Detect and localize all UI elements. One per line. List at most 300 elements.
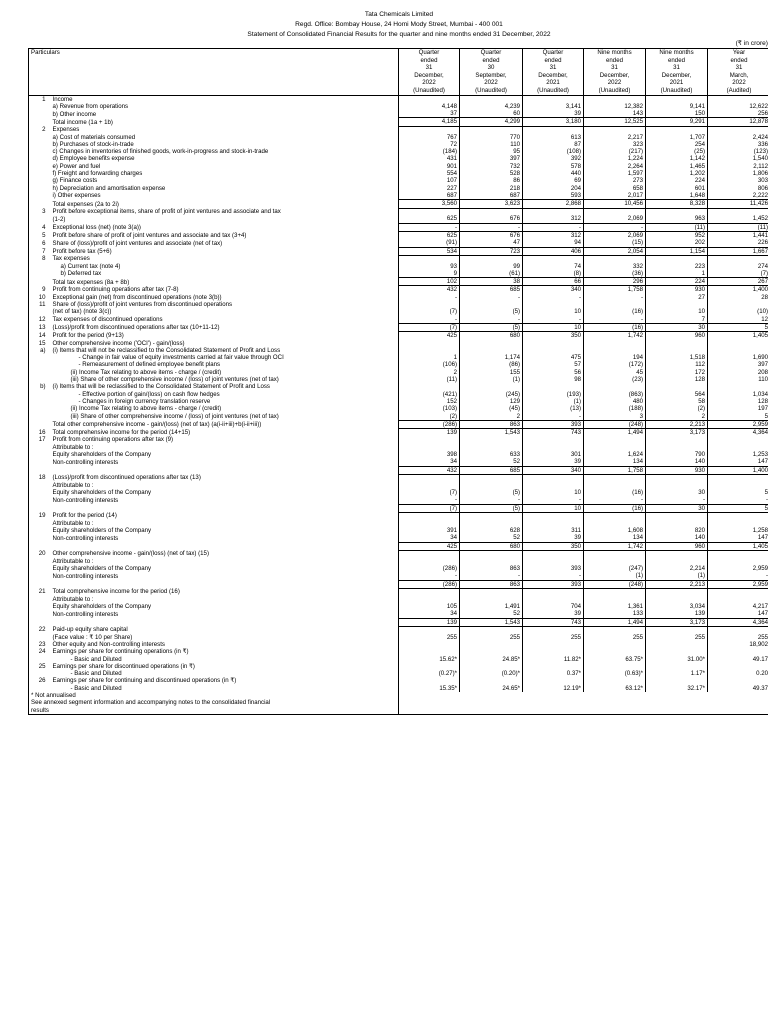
value-cell: 820 bbox=[646, 527, 708, 534]
row-number: 19 bbox=[29, 512, 49, 519]
table-row bbox=[29, 512, 768, 519]
value-cell: 391 bbox=[399, 527, 460, 534]
table-row bbox=[29, 383, 768, 390]
value-cell bbox=[584, 550, 646, 557]
table-row bbox=[29, 634, 768, 641]
value-cell: 687 bbox=[460, 192, 523, 200]
row-label: Other comprehensive income - gain/(loss) (net of tax) (15) bbox=[52, 550, 209, 558]
value-cell: - bbox=[708, 496, 768, 504]
row-label: Other comprehensive income ('OCI') - gain/(loss) bbox=[52, 339, 185, 347]
value-cell bbox=[460, 520, 523, 527]
value-cell bbox=[584, 596, 646, 603]
value-cell bbox=[646, 596, 708, 603]
table-row bbox=[29, 482, 768, 489]
value-cell: 963 bbox=[646, 215, 708, 223]
row-number bbox=[29, 148, 49, 155]
value-cell: 625 bbox=[399, 231, 460, 239]
value-cell: (7) bbox=[708, 270, 768, 278]
row-number bbox=[29, 110, 49, 118]
row-label bbox=[49, 504, 399, 512]
value-cell: 2,069 bbox=[584, 231, 646, 239]
table-row bbox=[29, 376, 768, 383]
row-number: 26 bbox=[29, 677, 49, 684]
value-cell: 1 bbox=[646, 270, 708, 278]
value-cell: 94 bbox=[523, 239, 584, 247]
value-cell bbox=[584, 512, 646, 519]
value-cell bbox=[708, 444, 768, 451]
value-cell bbox=[646, 512, 708, 519]
value-cell bbox=[646, 383, 708, 390]
value-cell bbox=[523, 588, 584, 595]
value-cell: 194 bbox=[584, 354, 646, 361]
row-number bbox=[29, 634, 49, 641]
row-label: Non-controlling interests bbox=[52, 572, 119, 580]
value-cell: 2,054 bbox=[584, 247, 646, 255]
table-row bbox=[29, 332, 768, 340]
value-cell bbox=[708, 126, 768, 133]
value-cell: 2,959 bbox=[708, 420, 768, 428]
row-number: a) bbox=[29, 347, 49, 354]
value-cell: 4,239 bbox=[460, 103, 523, 110]
value-cell: 2,222 bbox=[708, 192, 768, 200]
col-header: Nine months ended 31 December, 2021 (Unaudited) bbox=[646, 49, 708, 96]
row-number bbox=[29, 354, 49, 361]
value-cell bbox=[584, 641, 646, 648]
value-cell bbox=[646, 126, 708, 133]
value-cell bbox=[399, 208, 460, 215]
row-number bbox=[29, 405, 49, 412]
value-cell: 12 bbox=[708, 316, 768, 324]
row-number bbox=[29, 215, 49, 223]
value-cell: (7) bbox=[399, 308, 460, 315]
value-cell: 107 bbox=[399, 177, 460, 184]
value-cell bbox=[584, 126, 646, 133]
value-cell: 226 bbox=[708, 239, 768, 247]
value-cell: 1,441 bbox=[708, 231, 768, 239]
value-cell: 336 bbox=[708, 141, 768, 148]
value-cell bbox=[399, 677, 460, 684]
value-cell: (25) bbox=[646, 148, 708, 155]
footnote-notes-cont: results bbox=[31, 706, 49, 714]
row-number bbox=[29, 610, 49, 618]
row-label: Exceptional loss (net) (note 3(a)) bbox=[52, 224, 141, 232]
row-number bbox=[29, 163, 49, 170]
value-cell: 39 bbox=[523, 458, 584, 466]
table-row bbox=[29, 308, 768, 315]
value-cell bbox=[584, 383, 646, 390]
value-cell bbox=[523, 596, 584, 603]
table-row bbox=[29, 405, 768, 412]
row-label: Attributable to : bbox=[52, 557, 94, 565]
value-cell bbox=[399, 641, 460, 648]
value-cell: 39 bbox=[523, 610, 584, 618]
value-cell bbox=[523, 208, 584, 215]
table-row bbox=[29, 347, 768, 354]
row-number bbox=[29, 118, 49, 126]
value-cell: 680 bbox=[460, 542, 523, 550]
table-row bbox=[29, 354, 768, 361]
value-cell: 930 bbox=[646, 286, 708, 294]
value-cell bbox=[399, 550, 460, 557]
value-cell bbox=[523, 474, 584, 481]
value-cell: 155 bbox=[460, 369, 523, 376]
value-cell: 8,328 bbox=[646, 200, 708, 208]
value-cell: 267 bbox=[708, 278, 768, 286]
value-cell: (7) bbox=[399, 323, 460, 331]
value-cell bbox=[646, 340, 708, 347]
table-row bbox=[29, 286, 768, 294]
value-cell: 274 bbox=[708, 263, 768, 270]
value-cell: 133 bbox=[584, 610, 646, 618]
value-cell: 5 bbox=[708, 489, 768, 496]
row-label: Earnings per share for discontinued operations (in ₹) bbox=[52, 662, 195, 670]
value-cell: (5) bbox=[460, 308, 523, 315]
value-cell bbox=[646, 474, 708, 481]
value-cell bbox=[646, 550, 708, 557]
value-cell bbox=[399, 347, 460, 354]
value-cell bbox=[584, 482, 646, 489]
value-cell: 1,202 bbox=[646, 170, 708, 177]
value-cell: 2,959 bbox=[708, 580, 768, 588]
value-cell: (421) bbox=[399, 391, 460, 398]
value-cell: (0.63)* bbox=[584, 670, 646, 677]
value-cell: 432 bbox=[399, 286, 460, 294]
value-cell: 1,806 bbox=[708, 170, 768, 177]
value-cell: 676 bbox=[460, 215, 523, 223]
value-cell bbox=[399, 340, 460, 347]
row-label: Attributable to : bbox=[52, 519, 94, 527]
value-cell: 685 bbox=[460, 466, 523, 474]
value-cell: 296 bbox=[584, 278, 646, 286]
row-number bbox=[29, 170, 49, 177]
value-cell: 1,258 bbox=[708, 527, 768, 534]
value-cell bbox=[460, 126, 523, 133]
value-cell: 1,624 bbox=[584, 451, 646, 458]
value-cell: 534 bbox=[399, 247, 460, 255]
row-number: 1 bbox=[29, 96, 49, 103]
value-cell: 10 bbox=[523, 504, 584, 512]
value-cell: 480 bbox=[584, 398, 646, 405]
row-label: (i) Items that will be reclassified to the Consolidated Statement of Profit and Loss bbox=[52, 383, 270, 391]
table-row bbox=[29, 398, 768, 405]
row-number bbox=[29, 192, 49, 200]
value-cell bbox=[523, 255, 584, 262]
value-cell: (286) bbox=[399, 565, 460, 572]
row-label: Non-controlling interests bbox=[52, 610, 119, 618]
row-number bbox=[29, 542, 49, 550]
row-label: Earnings per share for continuing and discontinued operations (in ₹) bbox=[52, 677, 237, 685]
table-row bbox=[29, 685, 768, 692]
value-cell bbox=[460, 340, 523, 347]
value-cell: 398 bbox=[399, 451, 460, 458]
value-cell: 1,707 bbox=[646, 134, 708, 141]
value-cell: (36) bbox=[584, 270, 646, 278]
value-cell: 4,364 bbox=[708, 618, 768, 626]
row-number: 3 bbox=[29, 208, 49, 215]
value-cell: 2,214 bbox=[646, 565, 708, 572]
row-number bbox=[29, 413, 49, 421]
row-label: Tax expenses bbox=[52, 255, 90, 263]
row-label: Non-controlling interests bbox=[52, 534, 119, 542]
value-cell: 5 bbox=[708, 413, 768, 421]
value-cell: 139 bbox=[646, 610, 708, 618]
value-cell: (286) bbox=[399, 580, 460, 588]
value-cell: 27 bbox=[646, 294, 708, 301]
value-cell: (184) bbox=[399, 148, 460, 155]
value-cell: 110 bbox=[708, 376, 768, 383]
value-cell: 2,112 bbox=[708, 163, 768, 170]
value-cell: 24.65* bbox=[460, 685, 523, 692]
value-cell: 393 bbox=[523, 565, 584, 572]
row-label: Profit for the period (14) bbox=[52, 512, 117, 520]
table-row bbox=[29, 558, 768, 565]
value-cell: - bbox=[584, 316, 646, 324]
value-cell: 227 bbox=[399, 185, 460, 192]
value-cell: - bbox=[523, 413, 584, 421]
value-cell: (61) bbox=[460, 270, 523, 278]
value-cell: 901 bbox=[399, 163, 460, 170]
table-row bbox=[29, 278, 768, 286]
row-number bbox=[29, 603, 49, 610]
value-cell bbox=[399, 512, 460, 519]
value-cell bbox=[460, 482, 523, 489]
value-cell bbox=[460, 596, 523, 603]
value-cell bbox=[708, 588, 768, 595]
value-cell bbox=[584, 436, 646, 443]
value-cell bbox=[523, 301, 584, 308]
value-cell: 15.35* bbox=[399, 685, 460, 692]
value-cell: 95 bbox=[460, 148, 523, 155]
value-cell: 1,758 bbox=[584, 286, 646, 294]
row-label: (1-2) bbox=[52, 215, 66, 223]
row-label: Equity shareholders of the Company bbox=[52, 489, 152, 496]
value-cell bbox=[460, 347, 523, 354]
table-row bbox=[29, 580, 768, 588]
value-cell bbox=[708, 301, 768, 308]
table-row bbox=[29, 134, 768, 141]
row-number: 6 bbox=[29, 239, 49, 247]
value-cell: 406 bbox=[523, 247, 584, 255]
row-label: Non-controlling interests bbox=[52, 496, 119, 504]
value-cell bbox=[646, 648, 708, 655]
value-cell: 312 bbox=[523, 215, 584, 223]
value-cell bbox=[646, 444, 708, 451]
value-cell: 303 bbox=[708, 177, 768, 184]
value-cell: 10,456 bbox=[584, 200, 646, 208]
value-cell bbox=[460, 208, 523, 215]
row-number bbox=[29, 489, 49, 496]
value-cell: 57 bbox=[523, 361, 584, 368]
value-cell: 475 bbox=[523, 354, 584, 361]
row-number bbox=[29, 504, 49, 512]
row-label: - Change in fair value of equity investments carried at fair value through OCI bbox=[78, 354, 284, 362]
value-cell bbox=[708, 482, 768, 489]
value-cell: (5) bbox=[460, 323, 523, 331]
row-number bbox=[29, 670, 49, 677]
row-label: Earnings per share for continuing operations (in ₹) bbox=[52, 648, 189, 656]
value-cell bbox=[584, 558, 646, 565]
row-label: - Basic and Diluted bbox=[70, 670, 122, 678]
value-cell bbox=[708, 436, 768, 443]
value-cell: 4,148 bbox=[399, 103, 460, 110]
col-header: Quarter ended 30 September, 2022 (Unaudited) bbox=[460, 49, 523, 96]
value-cell: 12,622 bbox=[708, 103, 768, 110]
value-cell: 66 bbox=[523, 278, 584, 286]
table-row bbox=[29, 323, 768, 331]
value-cell bbox=[523, 96, 584, 103]
table-row bbox=[29, 215, 768, 223]
value-cell: 87 bbox=[523, 141, 584, 148]
value-cell: (11) bbox=[646, 223, 708, 231]
table-row bbox=[29, 429, 768, 437]
row-label: Paid-up equity share capital bbox=[52, 626, 128, 634]
row-number bbox=[29, 141, 49, 148]
row-label: Total expenses (2a to 2i) bbox=[52, 200, 119, 208]
table-row bbox=[29, 663, 768, 670]
value-cell bbox=[708, 383, 768, 390]
value-cell: 863 bbox=[460, 580, 523, 588]
value-cell: 1 bbox=[399, 354, 460, 361]
table-row bbox=[29, 458, 768, 466]
value-cell: 147 bbox=[708, 534, 768, 542]
row-number bbox=[29, 558, 49, 565]
table-row bbox=[29, 163, 768, 170]
value-cell bbox=[584, 255, 646, 262]
footnote-notes: See annexed segment information and accompanying notes to the consolidated financial bbox=[31, 699, 271, 707]
value-cell: 128 bbox=[646, 376, 708, 383]
value-cell: 11,426 bbox=[708, 200, 768, 208]
value-cell bbox=[523, 436, 584, 443]
row-number: 4 bbox=[29, 223, 49, 231]
value-cell: 3,180 bbox=[523, 118, 584, 126]
value-cell: 680 bbox=[460, 332, 523, 340]
row-number bbox=[29, 155, 49, 162]
table-row bbox=[29, 626, 768, 633]
value-cell: 1,597 bbox=[584, 170, 646, 177]
financial-results-document bbox=[28, 10, 768, 715]
value-cell: - bbox=[584, 294, 646, 301]
value-cell: 12,878 bbox=[708, 118, 768, 126]
row-label: - Basic and Diluted bbox=[70, 655, 122, 663]
value-cell: 69 bbox=[523, 177, 584, 184]
value-cell: 704 bbox=[523, 603, 584, 610]
row-label: (Loss)/profit from discontinued operations after tax (13) bbox=[52, 474, 201, 482]
value-cell: 52 bbox=[460, 534, 523, 542]
value-cell: 172 bbox=[646, 369, 708, 376]
value-cell: 628 bbox=[460, 527, 523, 534]
value-cell: 863 bbox=[460, 420, 523, 428]
value-cell: 633 bbox=[460, 451, 523, 458]
value-cell: 806 bbox=[708, 185, 768, 192]
col-header: Year ended 31 March, 2022 (Audited) bbox=[708, 49, 768, 96]
table-row bbox=[29, 677, 768, 684]
row-label: Profit before exceptional items, share of profit of joint ventures and associate and tax bbox=[52, 208, 281, 216]
table-row bbox=[29, 436, 768, 443]
value-cell bbox=[523, 641, 584, 648]
row-label: (Loss)/profit from discontinued operations after tax (10+11-12) bbox=[52, 324, 220, 332]
value-cell: 2,264 bbox=[584, 163, 646, 170]
row-number bbox=[29, 596, 49, 603]
value-cell bbox=[523, 648, 584, 655]
table-body bbox=[29, 95, 768, 692]
table-row bbox=[29, 496, 768, 504]
row-number: 21 bbox=[29, 588, 49, 595]
value-cell: 223 bbox=[646, 263, 708, 270]
value-cell: 1,253 bbox=[708, 451, 768, 458]
row-number bbox=[29, 534, 49, 542]
value-cell: 45 bbox=[584, 369, 646, 376]
row-label: Profit before share of profit of joint ventures and associate and tax (3+4) bbox=[52, 231, 247, 239]
row-number bbox=[29, 308, 49, 315]
value-cell: 1,452 bbox=[708, 215, 768, 223]
value-cell bbox=[584, 444, 646, 451]
value-cell: - bbox=[646, 496, 708, 504]
value-cell bbox=[460, 444, 523, 451]
value-cell: 139 bbox=[399, 618, 460, 626]
value-cell bbox=[523, 482, 584, 489]
value-cell: 767 bbox=[399, 134, 460, 141]
value-cell: 732 bbox=[460, 163, 523, 170]
value-cell bbox=[708, 474, 768, 481]
row-label bbox=[49, 542, 399, 550]
row-number bbox=[29, 656, 49, 663]
row-label: Attributable to : bbox=[52, 443, 94, 451]
value-cell: 578 bbox=[523, 163, 584, 170]
value-cell: (5) bbox=[460, 489, 523, 496]
value-cell: 112 bbox=[646, 361, 708, 368]
value-cell bbox=[460, 550, 523, 557]
value-cell: (247) bbox=[584, 565, 646, 572]
value-cell: 340 bbox=[523, 286, 584, 294]
value-cell: 255 bbox=[523, 634, 584, 641]
row-label: Income bbox=[52, 95, 73, 103]
currency-unit: (₹ in crore) bbox=[735, 40, 768, 47]
row-label: - Effective portion of gain/(loss) on cash flow hedges bbox=[78, 390, 220, 398]
row-number bbox=[29, 572, 49, 580]
row-label: Total other comprehensive income - gain/(loss) (net of tax) (a(i-ii+iii)+b(i-ii+iii)) bbox=[52, 421, 262, 429]
row-label: Equity shareholders of the Company bbox=[52, 451, 152, 459]
value-cell: 3,623 bbox=[460, 200, 523, 208]
value-cell bbox=[460, 96, 523, 103]
value-cell: 3,173 bbox=[646, 429, 708, 437]
row-label: Equity shareholders of the Company bbox=[52, 602, 152, 610]
row-label: a) Cost of materials consumed bbox=[52, 133, 136, 141]
value-cell: 1,361 bbox=[584, 603, 646, 610]
value-cell: (217) bbox=[584, 148, 646, 155]
value-cell: 255 bbox=[708, 634, 768, 641]
table-row bbox=[29, 118, 768, 126]
value-cell: (91) bbox=[399, 239, 460, 247]
value-cell bbox=[399, 626, 460, 633]
row-label: c) Changes in inventories of finished goods, work-in-progress and stock-in-trade bbox=[52, 148, 269, 156]
value-cell: 960 bbox=[646, 542, 708, 550]
value-cell: - bbox=[460, 316, 523, 324]
value-cell: 34 bbox=[399, 534, 460, 542]
value-cell: (245) bbox=[460, 391, 523, 398]
value-cell: (108) bbox=[523, 148, 584, 155]
row-number bbox=[29, 177, 49, 184]
value-cell bbox=[708, 520, 768, 527]
value-cell: 311 bbox=[523, 527, 584, 534]
value-cell: 301 bbox=[523, 451, 584, 458]
value-cell: 350 bbox=[523, 542, 584, 550]
row-label: Attributable to : bbox=[52, 595, 94, 603]
table-row bbox=[29, 255, 768, 262]
value-cell: 1,400 bbox=[708, 286, 768, 294]
value-cell: 9,291 bbox=[646, 118, 708, 126]
row-number bbox=[29, 391, 49, 398]
value-cell: 1,405 bbox=[708, 332, 768, 340]
